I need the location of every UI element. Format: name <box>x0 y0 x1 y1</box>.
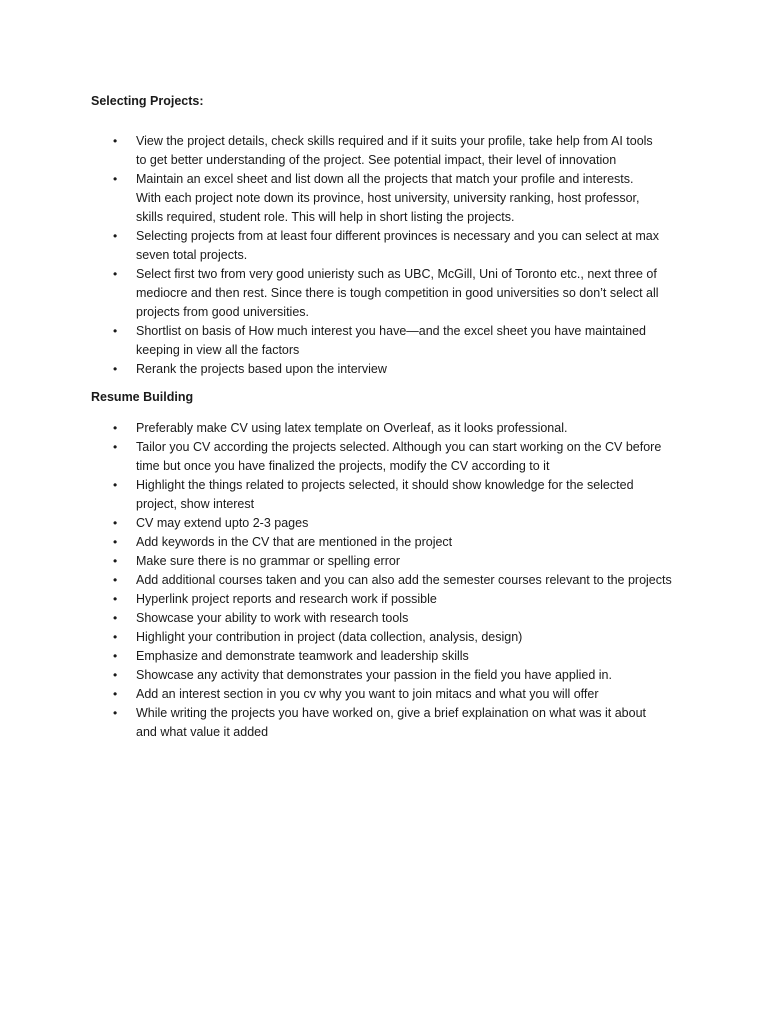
bullet-icon: • <box>113 687 118 701</box>
bullet-icon: • <box>113 172 118 186</box>
bullet-icon: • <box>113 516 118 530</box>
list-item-text-line: Highlight the things related to projects selected, it should show knowledge for the selected <box>136 478 634 492</box>
list-item-text-line: Shortlist on basis of How much interest you have—and the excel sheet you have maintained <box>136 324 647 338</box>
bullet-icon: • <box>113 573 118 587</box>
list-item <box>0 438 768 476</box>
list-item-text-line: Select first two from very good unieristy such as UBC, McGill, Uni of Toronto etc., next three of <box>136 267 657 281</box>
list-item-text-line: Tailor you CV according the projects selected. Although you can start working on the CV before <box>136 440 662 454</box>
bullet-icon: • <box>113 630 118 644</box>
bullet-icon: • <box>113 649 118 663</box>
list-item-text-line: While writing the projects you have worked on, give a brief explaination on what was it about <box>136 706 647 720</box>
list-item-text-line: Hyperlink project reports and research work if possible <box>136 592 437 606</box>
list-item-text-line: CV may extend upto 2-3 pages <box>136 516 309 530</box>
bullet-icon: • <box>113 362 118 376</box>
bullet-icon: • <box>113 478 118 492</box>
list-item-text-line: Add an interest section in you cv why you want to join mitacs and what you will offer <box>136 687 599 701</box>
bullet-icon: • <box>113 324 118 338</box>
list-item <box>0 419 768 438</box>
list-item <box>0 685 768 704</box>
bullet-icon: • <box>113 706 118 720</box>
bullet-icon: • <box>113 267 118 281</box>
list-item <box>0 590 768 609</box>
list-item <box>0 514 768 533</box>
list-item <box>0 571 768 590</box>
list-item <box>0 322 768 360</box>
section-heading-resume-building: Resume Building <box>91 390 194 404</box>
list-item-text-line: and what value it added <box>136 725 269 739</box>
list-item <box>0 360 768 379</box>
list-item <box>0 265 768 322</box>
list-item <box>0 552 768 571</box>
list-item-text-line: seven total projects. <box>136 248 248 262</box>
list-item <box>0 647 768 666</box>
list-item-text-line: mediocre and then rest. Since there is tough competition in good universities so don’t select all <box>136 286 659 300</box>
bullet-icon: • <box>113 134 118 148</box>
list-item <box>0 704 768 742</box>
list-item <box>0 170 768 227</box>
list-item <box>0 476 768 514</box>
bullet-icon: • <box>113 611 118 625</box>
list-item-text-line: Add additional courses taken and you can also add the semester courses relevant to the projects <box>136 573 672 587</box>
bullet-icon: • <box>113 421 118 435</box>
list-item-text-line: time but once you have finalized the projects, modify the CV according to it <box>136 459 550 473</box>
list-item-text-line: Emphasize and demonstrate teamwork and leadership skills <box>136 649 469 663</box>
section-heading-selecting-projects: Selecting Projects: <box>91 94 204 108</box>
list-item-text-line: Add keywords in the CV that are mentioned in the project <box>136 535 453 549</box>
list-item <box>0 609 768 628</box>
list-item <box>0 628 768 647</box>
list-item-text-line: project, show interest <box>136 497 255 511</box>
bullet-list-selecting-projects <box>0 132 768 379</box>
list-item-text-line: Selecting projects from at least four different provinces is necessary and you can select at max <box>136 229 659 243</box>
bullet-icon: • <box>113 535 118 549</box>
list-item <box>0 533 768 552</box>
list-item <box>0 227 768 265</box>
list-item-text-line: skills required, student role. This will help in short listing the projects. <box>136 210 515 224</box>
list-item-text-line: Preferably make CV using latex template on Overleaf, as it looks professional. <box>136 421 568 435</box>
list-item-text-line: Showcase your ability to work with research tools <box>136 611 409 625</box>
bullet-icon: • <box>113 554 118 568</box>
list-item-text-line: View the project details, check skills required and if it suits your profile, take help from AI tools <box>136 134 653 148</box>
bullet-list-resume-building <box>0 419 768 742</box>
list-item-text-line: to get better understanding of the project. See potential impact, their level of innovation <box>136 153 617 167</box>
list-item-text-line: Highlight your contribution in project (data collection, analysis, design) <box>136 630 523 644</box>
bullet-icon: • <box>113 440 118 454</box>
list-item-text-line: projects from good universities. <box>136 305 309 319</box>
list-item-text-line: With each project note down its province, host university, university ranking, host professor, <box>136 191 640 205</box>
bullet-icon: • <box>113 592 118 606</box>
list-item-text-line: Showcase any activity that demonstrates your passion in the field you have applied in. <box>136 668 612 682</box>
list-item-text-line: Rerank the projects based upon the interview <box>136 362 387 376</box>
list-item <box>0 666 768 685</box>
list-item <box>0 132 768 170</box>
bullet-icon: • <box>113 668 118 682</box>
list-item-text-line: keeping in view all the factors <box>136 343 300 357</box>
list-item-text-line: Maintain an excel sheet and list down all the projects that match your profile and interests. <box>136 172 634 186</box>
bullet-icon: • <box>113 229 118 243</box>
list-item-text-line: Make sure there is no grammar or spelling error <box>136 554 400 568</box>
